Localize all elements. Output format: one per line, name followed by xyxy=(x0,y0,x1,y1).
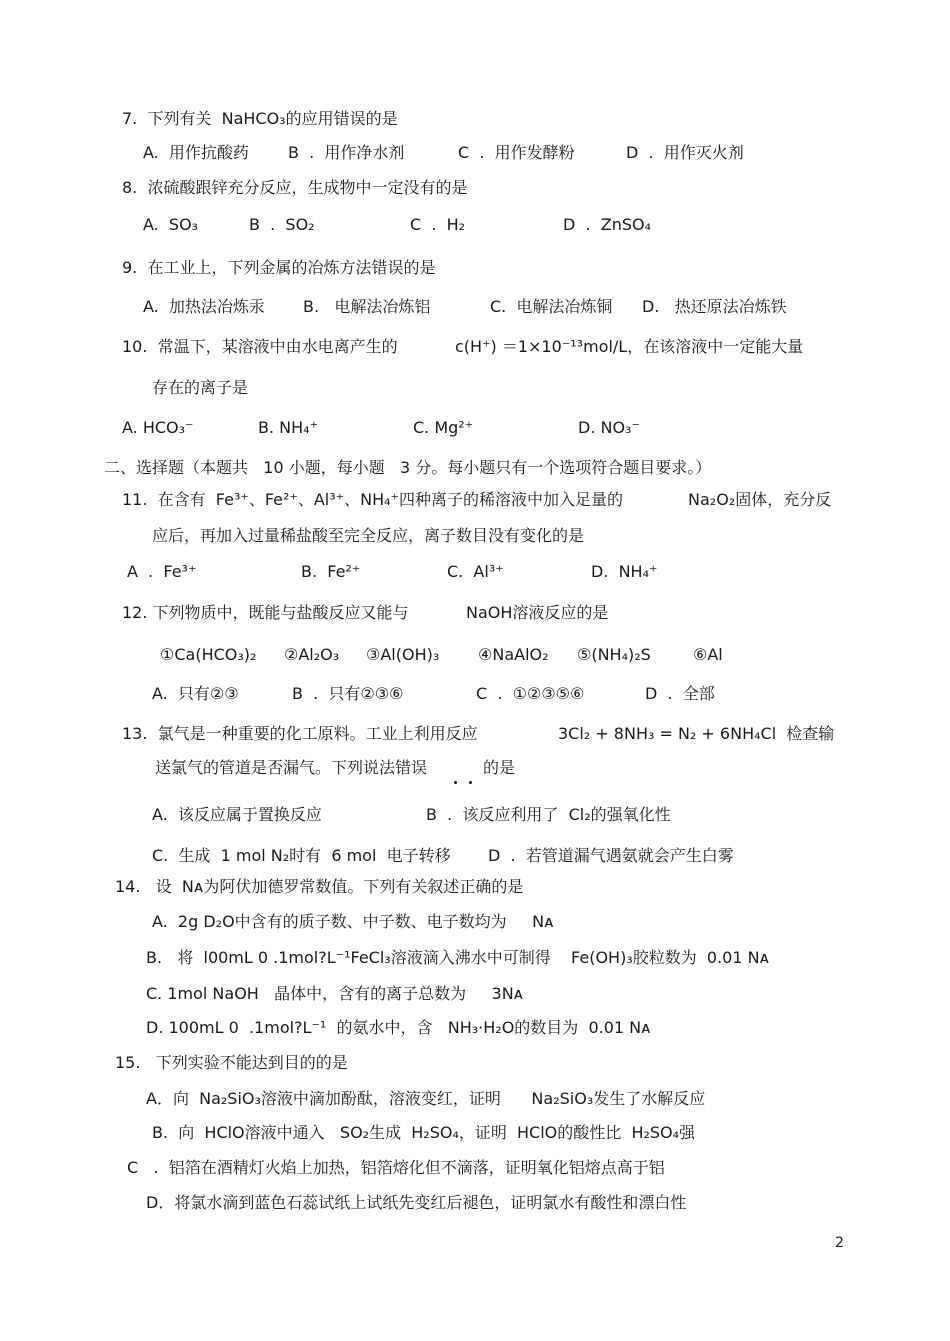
question-8-option-a: A. SO₃ xyxy=(143,215,199,234)
question-14-option-d: D. 100mL 0 .1mol?L⁻¹ 的氨水中，含 NH₃·H₂O的数目为 0.01 Nᴀ xyxy=(146,1018,651,1037)
question-10-concentration: c(H⁺) ＝1×10⁻¹³mol/L，在该溶液中一定能大量 xyxy=(455,337,804,356)
question-9-stem: 9. 在工业上，下列金属的冶炼方法错误的是 xyxy=(122,258,436,277)
question-7-stem: 7. 下列有关 NaHCO₃的应用错误的是 xyxy=(122,109,398,128)
page-number: 2 xyxy=(835,1235,844,1251)
question-11-option-c: C. Al³⁺ xyxy=(447,562,504,581)
question-14-option-c: C. 1mol NaOH 晶体中，含有的离子总数为 3Nᴀ xyxy=(146,984,524,1003)
question-13-stem-line2: 送氯气的管道是否漏气。下列说法错误 xyxy=(155,758,428,777)
question-11-stem-tail: Na₂O₂固体，充分反 xyxy=(688,490,832,509)
question-13-equation: 3Cl₂ + 8NH₃ = N₂ + 6NH₄Cl 检查输 xyxy=(558,724,835,743)
question-13-option-d: D . 若管道漏气遇氨就会产生白雾 xyxy=(488,846,734,865)
question-15-option-a: A．向 Na₂SiO₃溶液中滴加酚酞，溶液变红，证明 Na₂SiO₃发生了水解反应 xyxy=(146,1089,706,1108)
question-14-stem: 14. 设 Nᴀ为阿伏加德罗常数值。下列有关叙述正确的是 xyxy=(115,877,524,896)
question-11-option-d: D. NH₄⁺ xyxy=(591,562,658,581)
question-8-stem: 8. 浓硫酸跟锌充分反应，生成物中一定没有的是 xyxy=(122,178,468,197)
question-12-item-5: ⑤(NH₄)₂S xyxy=(577,645,651,664)
question-15-option-b: B. 向 HClO溶液中通入 SO₂生成 H₂SO₄，证明 HClO的酸性比 H₂SO₄强 xyxy=(152,1123,696,1142)
question-14-option-b: B. 将 l00mL 0 .1mol?L⁻¹FeCl₃溶液滴入沸水中可制得 Fe(OH)₃胶粒数为 0.01 Nᴀ xyxy=(146,948,770,967)
question-10-option-c: C. Mg²⁺ xyxy=(413,418,474,437)
question-13-stem: 13. 氯气是一种重要的化工原料。工业上利用反应 xyxy=(122,724,478,743)
question-11-option-a: A . Fe³⁺ xyxy=(127,562,197,581)
question-15-option-d: D．将氯水滴到蓝色石蕊试纸上试纸先变红后褪色，证明氯水有酸性和漂白性 xyxy=(146,1193,687,1212)
question-13-stem-line2-tail: 的是 xyxy=(483,758,516,777)
question-11-stem-line2: 应后，再加入过量稀盐酸至完全反应，离子数目没有变化的是 xyxy=(152,526,585,545)
question-15-stem: 15. 下列实验不能达到目的的是 xyxy=(115,1053,348,1072)
question-12-option-b: B . 只有②③⑥ xyxy=(292,684,404,703)
question-11-stem: 11. 在含有 Fe³⁺、Fe²⁺、Al³⁺、NH₄⁺四种离子的稀溶液中加入足量的 xyxy=(122,490,623,509)
question-13-option-b: B . 该反应利用了 Cl₂的强氧化性 xyxy=(426,805,671,824)
question-10-stem: 10. 常温下，某溶液中由水电离产生的 xyxy=(122,337,398,356)
question-10-option-a: A. HCO₃⁻ xyxy=(122,418,194,437)
question-9-option-a: A. 加热法冶炼汞 xyxy=(143,297,265,316)
question-10-option-d: D. NO₃⁻ xyxy=(578,418,640,437)
question-12-item-2: ②Al₂O₃ xyxy=(284,645,340,664)
question-8-option-d: D . ZnSO₄ xyxy=(563,215,652,234)
question-10-stem-line2: 存在的离子是 xyxy=(152,378,249,397)
section-2-heading: 二、选择题（本题共 10 小题，每小题 3 分。每小题只有一个选项符合题目要求。） xyxy=(104,458,712,477)
question-7-option-b: B . 用作净水剂 xyxy=(288,143,405,162)
question-9-option-c: C. 电解法冶炼铜 xyxy=(490,297,613,316)
question-9-option-d: D. 热还原法冶炼铁 xyxy=(642,297,787,316)
question-12-item-1: ①Ca(HCO₃)₂ xyxy=(160,645,257,664)
question-12-item-4: ④NaAlO₂ xyxy=(478,645,549,664)
question-14-option-a: A. 2g D₂O中含有的质子数、中子数、电子数均为 Nᴀ xyxy=(152,912,554,931)
question-8-option-c: C . H₂ xyxy=(410,215,466,234)
emphasis-dot xyxy=(454,781,457,784)
emphasis-dot xyxy=(469,781,472,784)
question-12-option-a: A. 只有②③ xyxy=(152,684,239,703)
question-12-item-3: ③Al(OH)₃ xyxy=(366,645,440,664)
question-12-option-c: C . ①②③⑤⑥ xyxy=(476,684,585,703)
question-13-option-c: C. 生成 1 mol N₂时有 6 mol 电子转移 xyxy=(152,846,451,865)
question-12-option-d: D . 全部 xyxy=(645,684,715,703)
question-11-option-b: B. Fe²⁺ xyxy=(301,562,361,581)
question-12-stem-tail: NaOH溶液反应的是 xyxy=(466,603,609,622)
question-15-option-c: C . 铝箔在酒精灯火焰上加热，铝箔熔化但不滴落，证明氧化铝熔点高于铝 xyxy=(127,1158,665,1177)
question-7-option-a: A. 用作抗酸药 xyxy=(143,143,249,162)
question-12-stem: 12. 下列物质中，既能与盐酸反应又能与 xyxy=(122,603,409,622)
question-7-option-d: D . 用作灭火剂 xyxy=(626,143,744,162)
question-7-option-c: C . 用作发酵粉 xyxy=(458,143,575,162)
question-8-option-b: B . SO₂ xyxy=(249,215,315,234)
question-13-option-a: A. 该反应属于置换反应 xyxy=(152,805,322,824)
question-9-option-b: B. 电解法冶炼铝 xyxy=(303,297,431,316)
question-10-option-b: B. NH₄⁺ xyxy=(258,418,319,437)
question-12-item-6: ⑥Al xyxy=(693,645,723,664)
